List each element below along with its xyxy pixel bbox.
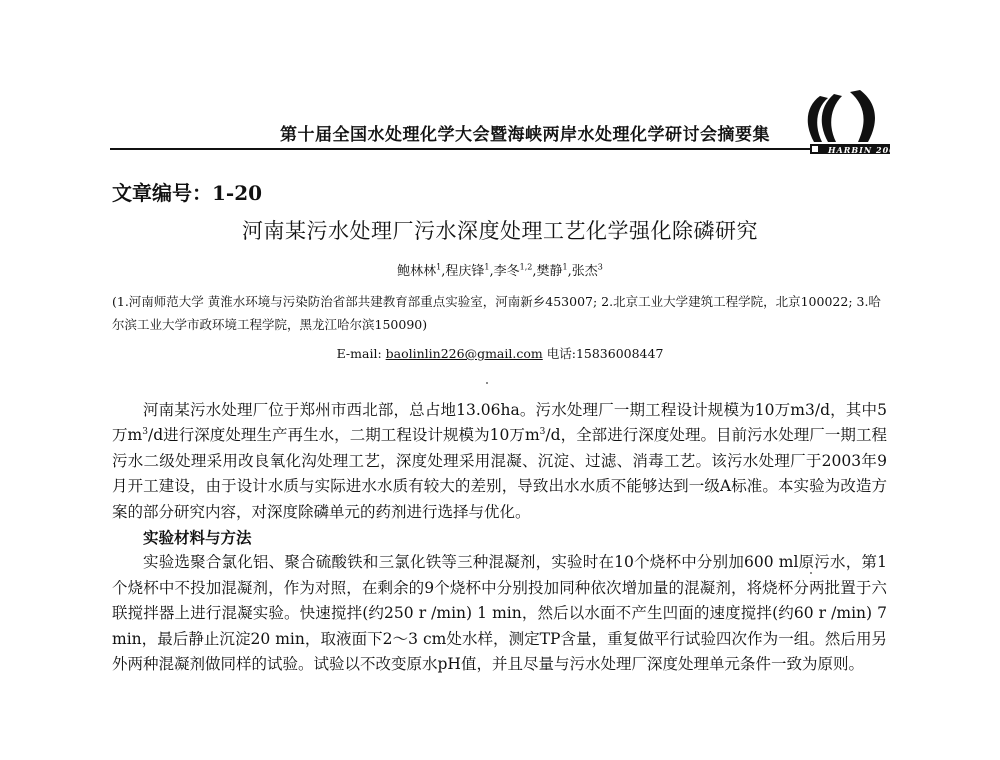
paragraph-intro: 河南某污水处理厂位于郑州市西北部，总占地13.06ha。污水处理厂一期工程设计规模为10万m3/d，其中5万$m^3/d$进行深度处理生产再生水，二期工程设计规模为10万$m^3/d$，全部进行深度处理。目前污水处理厂一期工程污水二级处理采用改良氧化沟处理工艺，深度处理采用混凝、沉淀、过滤、消毒工艺。该污水处理厂于2003年9月开工建设，由于设计水质与实际进水水质有较大的差别，导致出水水质不能够达到一级A标准。本实验为改造方案的部分研究内容，对深度除磷单元的药剂进行选择与优化。: [112, 401, 887, 521]
email-label: E-mail:: [336, 346, 382, 361]
email-link[interactable]: baolinlin226@gmail.com: [385, 346, 543, 361]
author: 程庆锋$^1$,: [445, 262, 494, 279]
contact-line: [0, 344, 1000, 362]
paper-title: 河南某污水处理厂污水深度处理工艺化学强化除磷研究: [242, 219, 758, 243]
author-list: [0, 260, 1000, 279]
logo-caption: HARBIN 2009: [828, 145, 903, 155]
header-rule: [110, 148, 816, 150]
phone-label: 电话:: [546, 346, 576, 361]
running-title: 第十届全国水处理化学大会暨海峡两岸水处理化学研讨会摘要集: [280, 125, 770, 145]
abstract-body: [112, 398, 887, 677]
author: 张杰$^3$: [571, 262, 603, 279]
affiliations: (1.河南师范大学 黄淮水环境与污染防治省部共建教育部重点实验室，河南新乡453007; 2.北京工业大学建筑工程学院，北京100022; 3.哈尔滨工业大学市政环境工程学院，黑龙江哈尔滨150090): [112, 294, 881, 332]
section-heading: 实验材料与方法: [143, 528, 252, 548]
paragraph-methods: 实验选聚合氯化铝、聚合硫酸铁和三氯化铁等三种混凝剂，实验时在10个烧杯中分别加600 ml原污水，第1个烧杯中不投加混凝剂，作为对照，在剩余的9个烧杯中分别投加同种依次增加量的混凝剂，将烧杯分两批置于六联搅拌器上进行混凝实验。快速搅拌(约250 r /min) 1 min，然后以水面不产生凹面的速度搅拌(约60 r /min) 7 min，最后静止沉淀20 min，取液面下2～3 cm处水样，测定TP含量，重复做平行试验四次作为一组。然后用另外两种混凝剂做同样的试验。试验以不改变原水pH值，并且尽量与污水处理厂深度处理单元条件一致为原则。: [112, 553, 887, 674]
author: 鲍林林$^1$,: [397, 262, 446, 279]
article-number: [112, 177, 262, 206]
author: 李冬$^{1,2}$,: [493, 262, 537, 279]
author: 樊静$^1$,: [536, 262, 572, 279]
phone-number: 15836008447: [575, 346, 664, 361]
scan-speck: [486, 382, 488, 384]
article-number-label: 文章编号：: [112, 181, 212, 205]
article-number-value: 1-20: [212, 181, 263, 205]
